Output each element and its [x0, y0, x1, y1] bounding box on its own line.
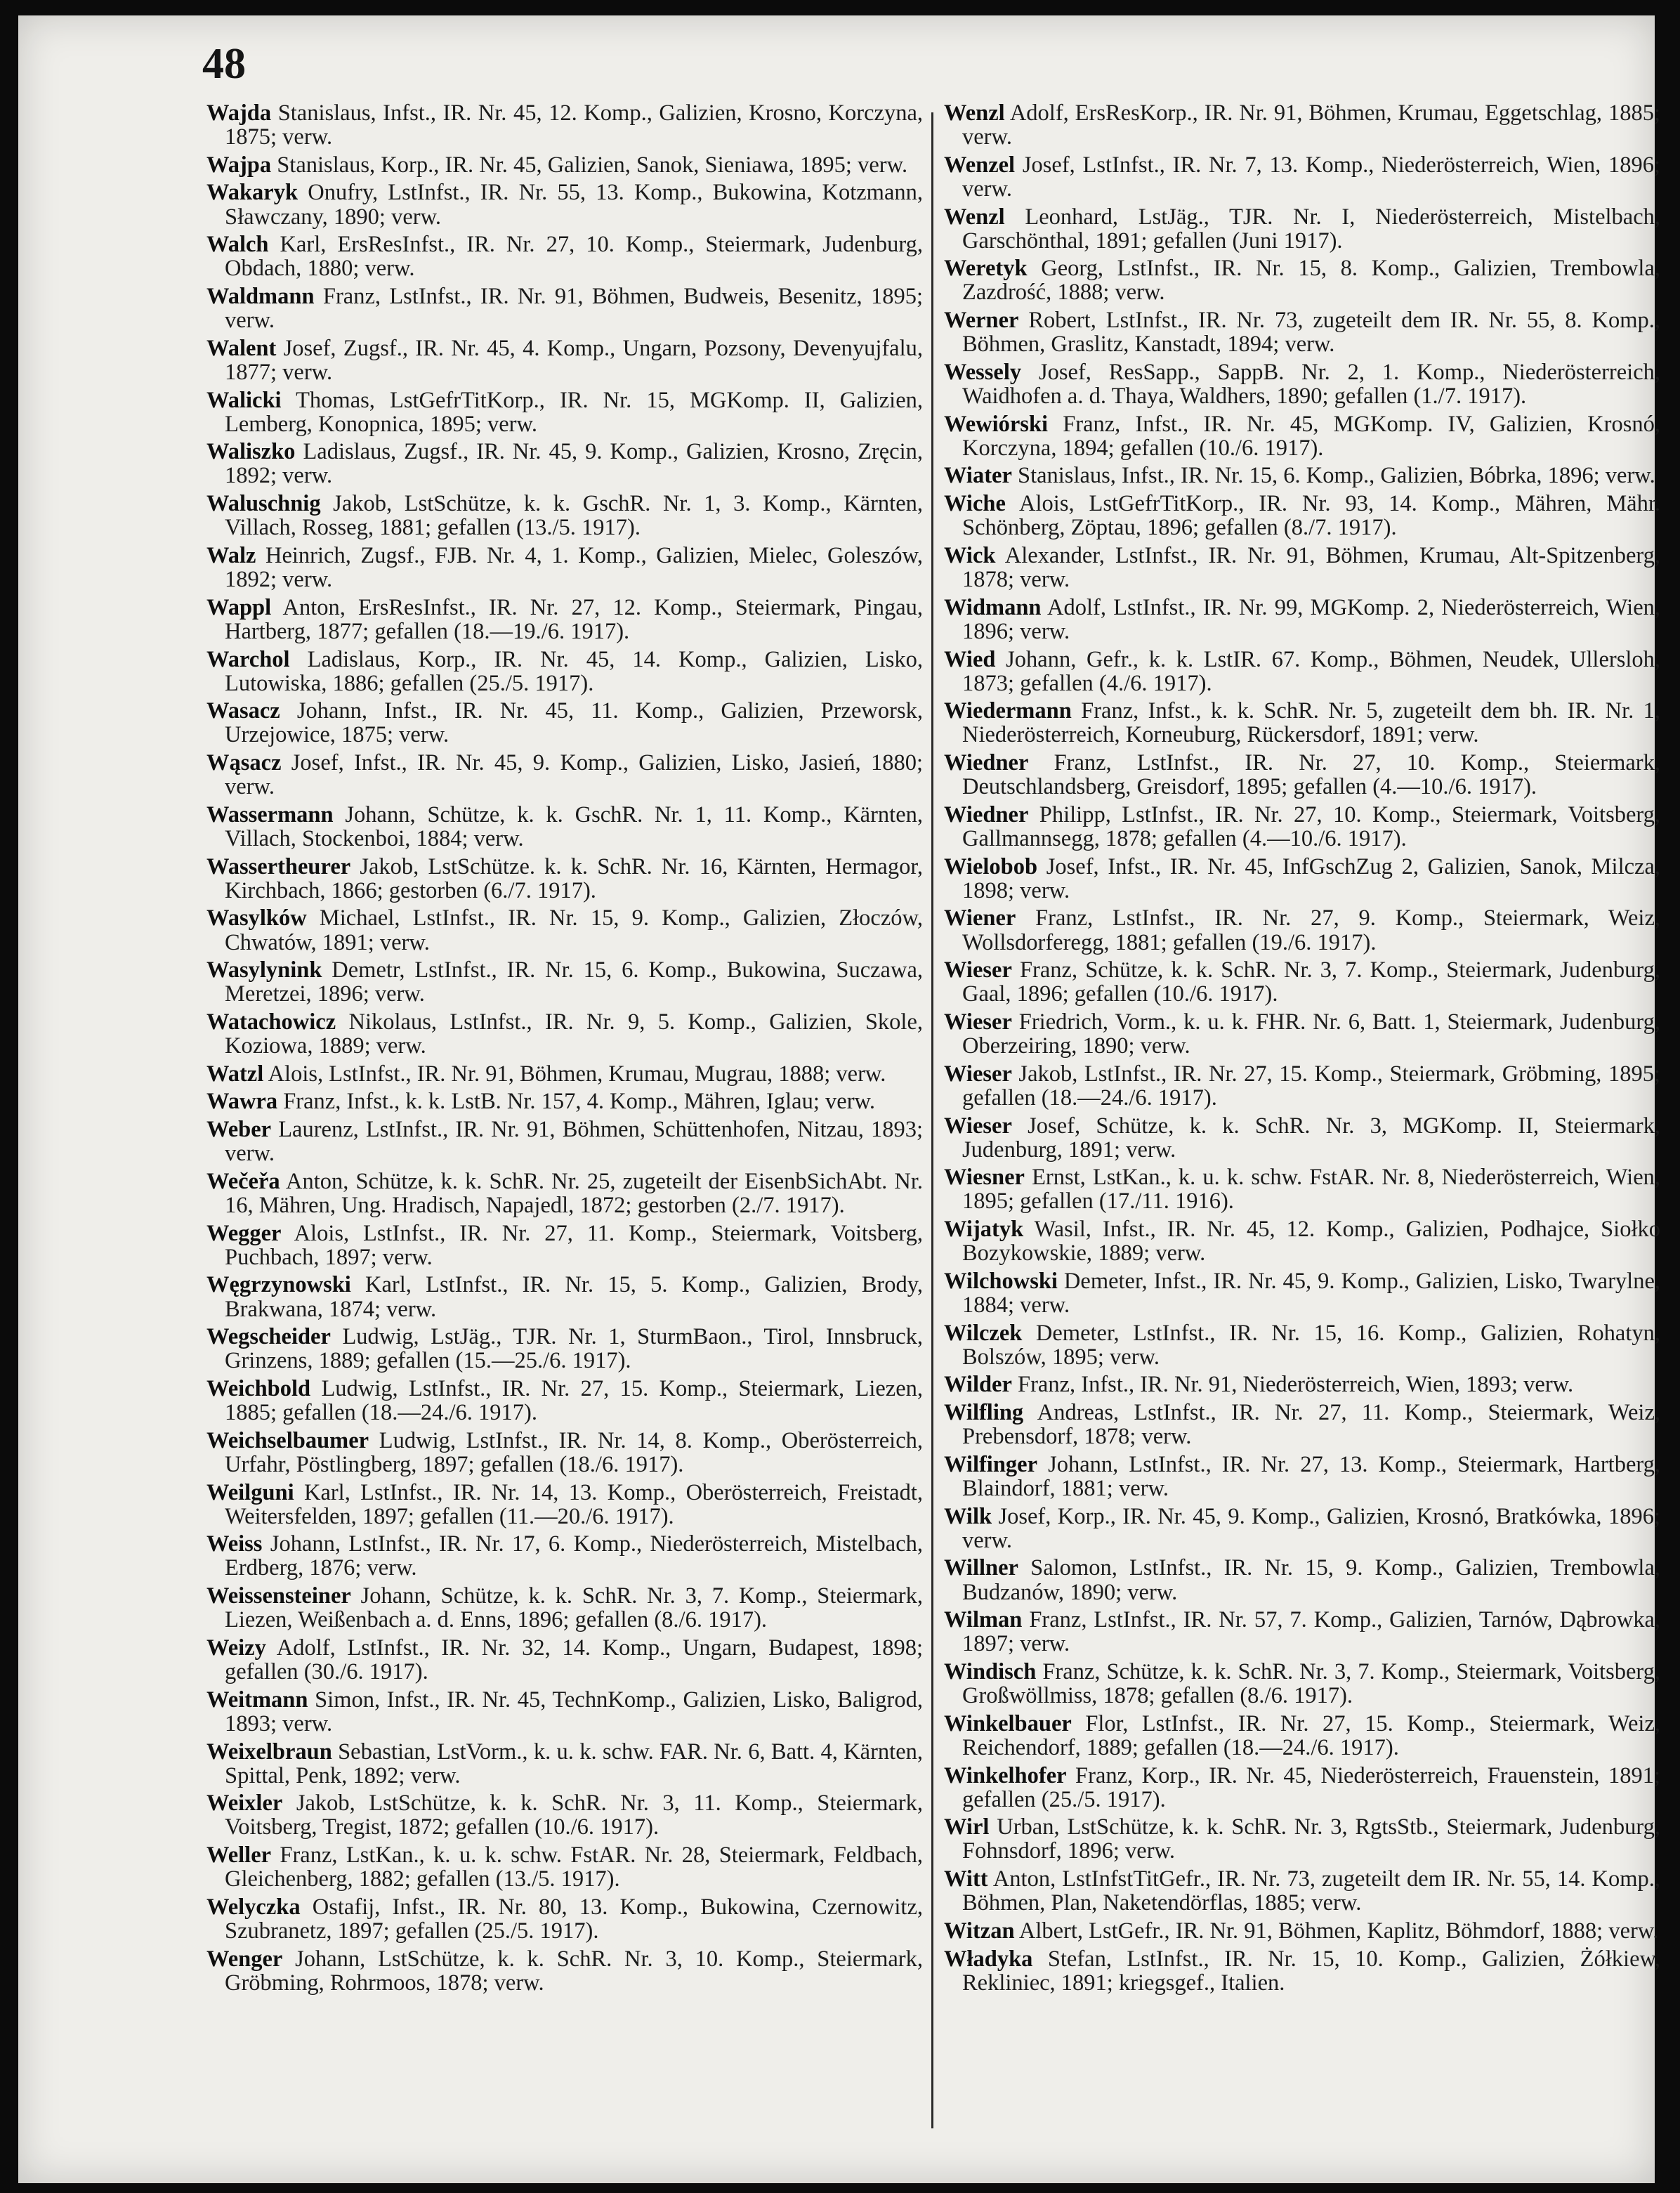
entry-surname: Waldmann	[206, 284, 315, 310]
entry-details: Franz, Schütze, k. k. SchR. Nr. 3, 7. Komp., Steiermark, Judenburg, Gaal, 1896; gefallen (10./6. 1917).	[962, 957, 1660, 1007]
entry-details: Johann, LstSchütze, k. k. SchR. Nr. 3, 10. Komp., Steiermark, Gröbming, Rohrmoos, 1878; verw.	[225, 1946, 923, 1996]
casualty-entry	[944, 958, 1660, 1006]
entry-details: Ladislaus, Korp., IR. Nr. 45, 14. Komp., Galizien, Lisko, Lutowiska, 1886; gefallen (25./5. 1917).	[225, 646, 924, 696]
casualty-entry	[206, 544, 923, 591]
casualty-entry	[944, 1165, 1660, 1213]
entry-details: Franz, Infst., k. k. SchR. Nr. 5, zugeteilt dem bh. IR. Nr. 1, Niederösterreich, Korneuburg, Rückersdorf, 1891; verw.	[962, 698, 1660, 748]
entry-surname: Wečeřa	[206, 1168, 280, 1194]
entry-surname: Welyczka	[206, 1894, 301, 1920]
entry-details: Ludwig, LstInfst., IR. Nr. 14, 8. Komp., Oberösterreich, Urfahr, Pöstlingberg, 1897; gefallen (18./6. 1917).	[225, 1427, 923, 1477]
entry-surname: Wasylynink	[206, 957, 322, 983]
casualty-entry	[206, 1062, 923, 1086]
casualty-entry	[944, 596, 1660, 643]
entry-surname: Wasacz	[206, 698, 280, 724]
entry-details: Demeter, Infst., IR. Nr. 45, 9. Komp., Galizien, Lisko, Twarylne, 1884; verw.	[962, 1268, 1661, 1318]
entry-surname: Wilczek	[944, 1320, 1023, 1346]
casualty-entry	[206, 153, 923, 177]
entry-details: Franz, Schütze, k. k. SchR. Nr. 3, 7. Komp., Steiermark, Voitsberg, Großwöllmiss, 1878; gefallen (8./6. 1917).	[962, 1659, 1661, 1709]
entry-details: Franz, Infst., IR. Nr. 45, MGKomp. IV, Galizien, Krosnó, Korczyna, 1894; gefallen (10./6. 1917).	[962, 411, 1660, 461]
entry-details: Franz, LstInfst., IR. Nr. 91, Böhmen, Budweis, Besenitz, 1895; verw.	[225, 284, 924, 334]
casualty-entry	[206, 1688, 923, 1736]
entry-surname: Weitmann	[206, 1687, 308, 1713]
casualty-entry	[944, 101, 1660, 149]
entry-details: Sebastian, LstVorm., k. u. k. schw. FAR. Nr. 6, Batt. 4, Kärnten, Spittal, Penk, 1892; verw.	[225, 1739, 923, 1788]
entry-details: Josef, LstInfst., IR. Nr. 7, 13. Komp., Niederösterreich, Wien, 1896; verw.	[962, 152, 1661, 202]
entry-details: Johann, Gefr., k. k. LstIR. 67. Komp., Böhmen, Neudek, Ullersloh, 1873; gefallen (4./6. 1917).	[962, 646, 1661, 696]
casualty-entry	[944, 1947, 1660, 1995]
entry-surname: Wijatyk	[944, 1217, 1024, 1243]
entry-surname: Władyka	[944, 1946, 1033, 1972]
casualty-entry	[944, 803, 1660, 851]
casualty-entry	[944, 1373, 1660, 1396]
casualty-entry	[206, 492, 923, 539]
entry-details: Johann, Schütze, k. k. SchR. Nr. 3, 7. Komp., Steiermark, Liezen, Weißenbach a. d. Enns, 1896; gefallen (8./6. 1917).	[225, 1583, 923, 1633]
casualty-entry	[944, 1217, 1660, 1265]
entry-surname: Wieser	[944, 1009, 1012, 1035]
casualty-entry	[944, 153, 1660, 201]
entry-surname: Winkelbauer	[944, 1710, 1072, 1736]
entry-surname: Weber	[206, 1117, 272, 1143]
casualty-entry	[206, 440, 923, 487]
casualty-entry	[206, 1532, 923, 1580]
casualty-entry	[944, 544, 1660, 591]
entry-surname: Witt	[944, 1866, 988, 1892]
entry-details: Jakob, LstInfst., IR. Nr. 27, 15. Komp., Steiermark, Gröbming, 1895; gefallen (18.—24./6. 1917).	[962, 1061, 1660, 1111]
entry-surname: Waluschnig	[206, 491, 321, 517]
entry-details: Johann, Infst., IR. Nr. 45, 11. Komp., Galizien, Przeworsk, Urzejowice, 1875; verw.	[225, 698, 923, 748]
casualty-entry	[944, 1712, 1660, 1760]
casualty-entry	[944, 1919, 1660, 1943]
casualty-entry	[944, 256, 1660, 304]
entry-details: Josef, Infst., IR. Nr. 45, InfGschZug 2, Galizien, Sanok, Milcza, 1898; verw.	[962, 853, 1660, 903]
entry-surname: Weixler	[206, 1791, 283, 1816]
entry-details: Jakob, LstSchütze, k. k. GschR. Nr. 1, 3. Komp., Kärnten, Villach, Rosseg, 1881; gefallen (13./5. 1917).	[225, 491, 923, 541]
casualty-entry	[206, 906, 923, 954]
entry-surname: Wiesner	[944, 1165, 1025, 1191]
entry-details: Franz, LstInfst., IR. Nr. 27, 9. Komp., Steiermark, Weiz, Wollsdorferegg, 1881; gefallen (19./6. 1917).	[962, 905, 1660, 955]
entry-surname: Watzl	[206, 1061, 264, 1087]
entry-surname: Wawra	[206, 1089, 278, 1115]
entry-details: Franz, LstInfst., IR. Nr. 57, 7. Komp., Galizien, Tarnów, Dąbrowka, 1897; verw.	[962, 1607, 1661, 1657]
casualty-entry	[944, 1269, 1660, 1317]
casualty-entry	[206, 1010, 923, 1058]
entry-details: Georg, LstInfst., IR. Nr. 15, 8. Komp., Galizien, Trembowla, Zazdrość, 1888; verw.	[962, 256, 1660, 306]
entry-details: Adolf, LstInfst., IR. Nr. 99, MGKomp. 2, Niederösterreich, Wien, 1896; verw.	[962, 594, 1660, 644]
entry-surname: Wieser	[944, 957, 1012, 983]
entry-surname: Wakaryk	[206, 180, 298, 206]
entry-surname: Wieser	[944, 1113, 1012, 1139]
entry-surname: Waliszko	[206, 439, 296, 465]
casualty-entry	[944, 699, 1660, 747]
casualty-entry	[944, 464, 1660, 487]
entry-surname: Wilfling	[944, 1400, 1024, 1426]
entry-surname: Weichbold	[206, 1376, 311, 1402]
entry-details: Jakob, LstSchütze, k. k. SchR. Nr. 3, 11. Komp., Steiermark, Voitsberg, Tregist, 1872; gefallen (10./6. 1917).	[225, 1791, 923, 1840]
casualty-entry	[206, 233, 923, 280]
entry-details: Flor, LstInfst., IR. Nr. 27, 15. Komp., Steiermark, Weiz, Reichendorf, 1889; gefallen (18.—24./6. 1917).	[962, 1710, 1660, 1760]
entry-details: Laurenz, LstInfst., IR. Nr. 91, Böhmen, Schüttenhofen, Nitzau, 1893; verw.	[225, 1117, 924, 1167]
entry-details: Thomas, LstGefrTitKorp., IR. Nr. 15, MGKomp. II, Galizien, Lemberg, Konopnica, 1895; verw.	[225, 387, 924, 437]
entry-surname: Wappl	[206, 594, 272, 620]
entry-details: Alois, LstInfst., IR. Nr. 91, Böhmen, Krumau, Mugrau, 1888; verw.	[268, 1061, 886, 1087]
casualty-entry	[206, 1377, 923, 1425]
entry-details: Karl, ErsResInfst., IR. Nr. 27, 10. Komp., Steiermark, Judenburg, Obdach, 1880; verw.	[225, 232, 923, 282]
casualty-entry	[944, 1010, 1660, 1058]
casualty-entry	[944, 1505, 1660, 1552]
entry-details: Johann, LstInfst., IR. Nr. 27, 13. Komp., Steiermark, Hartberg, Blaindorf, 1881; verw.	[962, 1451, 1660, 1501]
entry-surname: Wasylków	[206, 905, 307, 931]
entry-details: Ernst, LstKan., k. u. k. schw. FstAR. Nr. 8, Niederösterreich, Wien, 1895; gefallen (17./11. 1916).	[962, 1165, 1661, 1215]
entry-details: Franz, LstKan., k. u. k. schw. FstAR. Nr. 28, Steiermark, Feldbach, Gleichenberg, 1882; gefallen (13./5. 1917).	[225, 1842, 923, 1892]
entry-details: Leonhard, LstJäg., TJR. Nr. I, Niederösterreich, Mistelbach, Garschönthal, 1891; gefallen (Juni 1917).	[962, 204, 1661, 254]
casualty-entry	[944, 205, 1660, 253]
entry-details: Salomon, LstInfst., IR. Nr. 15, 9. Komp., Galizien, Trembowla, Budzanów, 1890; verw.	[962, 1555, 1661, 1605]
entry-surname: Wessely	[944, 359, 1022, 385]
casualty-entry	[206, 958, 923, 1006]
entry-surname: Wilman	[944, 1607, 1023, 1633]
entry-details: Jakob, LstSchütze. k. k. SchR. Nr. 16, Kärnten, Hermagor, Kirchbach, 1866; gestorben (6./7. 1917).	[225, 853, 923, 903]
casualty-entry	[944, 1867, 1660, 1915]
casualty-entry	[944, 1764, 1660, 1812]
entry-surname: Wegscheider	[206, 1324, 331, 1350]
entry-details: Demeter, LstInfst., IR. Nr. 15, 16. Komp., Galizien, Rohatyn, Bolszów, 1895; verw.	[962, 1320, 1660, 1370]
entry-surname: Wiedner	[944, 801, 1029, 827]
casualty-entry	[206, 648, 923, 695]
entry-surname: Walch	[206, 232, 269, 258]
entry-details: Josef, Korp., IR. Nr. 45, 9. Komp., Galizien, Krosnó, Bratkówka, 1896; verw.	[962, 1503, 1660, 1553]
entry-surname: Weilguni	[206, 1479, 294, 1505]
casualty-entry	[944, 1815, 1660, 1863]
column-divider	[931, 112, 933, 2128]
casualty-entry	[944, 1062, 1660, 1110]
casualty-entry	[944, 1608, 1660, 1656]
casualty-entry	[944, 1556, 1660, 1604]
entry-surname: Widmann	[944, 594, 1042, 620]
casualty-entry	[944, 855, 1660, 903]
entry-details: Ladislaus, Zugsf., IR. Nr. 45, 9. Komp., Galizien, Krosno, Zręcin, 1892; verw.	[225, 439, 923, 489]
entry-surname: Wilk	[944, 1503, 992, 1529]
entry-surname: Weizy	[206, 1635, 266, 1661]
casualty-entry	[206, 388, 923, 436]
entry-details: Michael, LstInfst., IR. Nr. 15, 9. Komp., Galizien, Złoczów, Chwatów, 1891; verw.	[225, 905, 923, 955]
entry-details: Anton, ErsResInfst., IR. Nr. 27, 12. Komp., Steiermark, Pingau, Hartberg, 1877; gefallen (18.—19./6. 1917).	[225, 594, 923, 644]
entry-surname: Wiche	[944, 491, 1006, 517]
entry-surname: Weller	[206, 1842, 272, 1868]
entry-details: Stanislaus, Infst., IR. Nr. 15, 6. Komp., Galizien, Bóbrka, 1896; verw.	[1018, 463, 1655, 489]
entry-details: Franz, LstInfst., IR. Nr. 27, 10. Komp., Steiermark, Deutschlandsberg, Greisdorf, 1895; gefallen (4.—10./6. 1917).	[962, 750, 1661, 800]
entry-surname: Weissensteiner	[206, 1583, 351, 1609]
entry-surname: Wied	[944, 646, 996, 672]
entry-details: Franz, Korp., IR. Nr. 45, Niederösterreich, Frauenstein, 1891; gefallen (25./5. 1917).	[962, 1762, 1660, 1812]
entry-surname: Willner	[944, 1555, 1018, 1581]
entry-details: Albert, LstGefr., IR. Nr. 91, Böhmen, Kaplitz, Böhmdorf, 1888; verw.	[1018, 1918, 1659, 1944]
casualty-entry	[206, 1584, 923, 1632]
entry-surname: Wajpa	[206, 152, 272, 178]
entry-surname: Wenzl	[944, 100, 1005, 126]
entry-surname: Walicki	[206, 387, 282, 413]
entry-surname: Watachowicz	[206, 1009, 336, 1035]
entry-surname: Wilfinger	[944, 1451, 1037, 1477]
casualty-entry	[206, 1843, 923, 1891]
casualty-entry	[944, 492, 1660, 539]
casualty-entry	[944, 751, 1660, 799]
casualty-entry	[206, 1947, 923, 1995]
casualty-entry	[944, 906, 1660, 954]
right-column	[944, 101, 1660, 1998]
entry-surname: Wenzl	[944, 204, 1005, 230]
entry-surname: Weiss	[206, 1531, 263, 1557]
casualty-entry	[944, 360, 1660, 408]
entry-surname: Weixelbraun	[206, 1739, 332, 1765]
casualty-entry	[206, 1118, 923, 1165]
casualty-entry	[206, 803, 923, 851]
entry-surname: Węgrzynowski	[206, 1272, 351, 1298]
casualty-entry	[206, 1089, 923, 1113]
entry-details: Josef, Infst., IR. Nr. 45, 9. Komp., Galizien, Lisko, Jasień, 1880; verw.	[225, 750, 923, 800]
entry-surname: Wieser	[944, 1061, 1012, 1087]
casualty-entry	[944, 308, 1660, 356]
entry-details: Urban, LstSchütze, k. k. SchR. Nr. 3, RgtsStb., Steiermark, Judenburg, Fohnsdorf, 1896; verw.	[962, 1814, 1661, 1864]
casualty-entry	[206, 284, 923, 332]
entry-details: Robert, LstInfst., IR. Nr. 73, zugeteilt dem IR. Nr. 55, 8. Komp., Böhmen, Graslitz, Kanstadt, 1894; verw.	[962, 308, 1660, 358]
casualty-entry	[206, 101, 923, 149]
casualty-entry	[944, 1401, 1660, 1448]
entry-details: Demetr, LstInfst., IR. Nr. 15, 6. Komp., Bukowina, Suczawa, Meretzei, 1896; verw.	[225, 957, 923, 1007]
entry-surname: Wassermann	[206, 801, 334, 827]
entry-details: Stanislaus, Korp., IR. Nr. 45, Galizien, Sanok, Sieniawa, 1895; verw.	[277, 152, 908, 178]
casualty-entry	[206, 1273, 923, 1321]
entry-details: Heinrich, Zugsf., FJB. Nr. 4, 1. Komp., Galizien, Mielec, Goleszów, 1892; verw.	[225, 542, 923, 593]
entry-details: Anton, Schütze, k. k. SchR. Nr. 25, zugeteilt der EisenbSichAbt. Nr. 16, Mähren, Ung. Hradisch, Napajedl, 1872; gestorben (2./7. 1917).	[225, 1168, 923, 1218]
casualty-entry	[944, 1114, 1660, 1162]
casualty-entry	[206, 336, 923, 384]
casualty-entry	[206, 1325, 923, 1373]
casualty-entry	[206, 596, 923, 643]
entry-surname: Wewiórski	[944, 411, 1049, 437]
entry-details: Karl, LstInfst., IR. Nr. 14, 13. Komp., Oberösterreich, Freistadt, Weitersfelden, 1897; gefallen (11.—20./6. 1917).	[225, 1479, 923, 1529]
entry-surname: Werner	[944, 308, 1019, 334]
casualty-entry	[206, 181, 923, 228]
entry-surname: Wirl	[944, 1814, 990, 1840]
entry-details: Adolf, LstInfst., IR. Nr. 32, 14. Komp., Ungarn, Budapest, 1898; gefallen (30./6. 1917).	[225, 1635, 923, 1685]
entry-surname: Walent	[206, 335, 277, 361]
entry-surname: Wick	[944, 542, 996, 568]
entry-details: Ostafij, Infst., IR. Nr. 80, 13. Komp., Bukowina, Czernowitz, Szubranetz, 1897; gefallen (25./5. 1917).	[225, 1894, 924, 1944]
page-number: 48	[202, 40, 246, 88]
casualty-entry	[206, 751, 923, 799]
casualty-entry	[206, 1791, 923, 1839]
entry-surname: Wilchowski	[944, 1268, 1058, 1294]
entry-surname: Windisch	[944, 1659, 1037, 1685]
entry-details: Josef, Zugsf., IR. Nr. 45, 4. Komp., Ungarn, Pozsony, Devenyujfalu, 1877; verw.	[225, 335, 924, 385]
entry-details: Alois, LstInfst., IR. Nr. 27, 11. Komp., Steiermark, Voitsberg, Puchbach, 1897; verw.	[225, 1220, 923, 1270]
entry-surname: Walz	[206, 542, 256, 568]
entry-surname: Winkelhofer	[944, 1762, 1067, 1788]
entry-details: Onufry, LstInfst., IR. Nr. 55, 13. Komp., Bukowina, Kotzmann, Sławczany, 1890; verw.	[225, 180, 924, 230]
entry-details: Wasil, Infst., IR. Nr. 45, 12. Komp., Galizien, Podhajce, Siołko Bozykowskie, 1889; verw.	[962, 1217, 1660, 1266]
casualty-entry	[944, 412, 1660, 460]
casualty-entry	[206, 1481, 923, 1528]
entry-surname: Witzan	[944, 1918, 1015, 1944]
entry-details: Karl, LstInfst., IR. Nr. 15, 5. Komp., Galizien, Brody, Brakwana, 1874; verw.	[225, 1272, 924, 1322]
casualty-entry	[206, 1170, 923, 1217]
entry-details: Josef, Schütze, k. k. SchR. Nr. 3, MGKomp. II, Steiermark, Judenburg, 1891; verw.	[962, 1113, 1661, 1163]
entry-surname: Wąsacz	[206, 750, 282, 776]
casualty-entry	[206, 1895, 923, 1943]
entry-surname: Wajda	[206, 100, 272, 126]
casualty-entry	[944, 1321, 1660, 1369]
entry-surname: Wiater	[944, 463, 1012, 489]
entry-surname: Weichselbaumer	[206, 1427, 369, 1453]
entry-surname: Wiedner	[944, 750, 1029, 776]
entry-details: Johann, LstInfst., IR. Nr. 17, 6. Komp., Niederösterreich, Mistelbach, Erdberg, 1876; verw.	[225, 1531, 924, 1581]
entry-surname: Wenger	[206, 1946, 283, 1972]
entry-surname: Wiener	[944, 905, 1016, 931]
entry-details: Franz, Infst., IR. Nr. 91, Niederösterreich, Wien, 1893; verw.	[1018, 1372, 1574, 1398]
casualty-entry	[944, 648, 1660, 695]
entry-details: Alois, LstGefrTitKorp., IR. Nr. 93, 14. Komp., Mähren, Mähr. Schönberg, Zöptau, 1896; gefallen (8./7. 1917).	[962, 491, 1661, 541]
left-column	[206, 101, 923, 1998]
casualty-entry	[944, 1660, 1660, 1708]
entry-details: Andreas, LstInfst., IR. Nr. 27, 11. Komp., Steiermark, Weiz, Prebensdorf, 1878; verw.	[962, 1400, 1660, 1450]
casualty-entry	[206, 699, 923, 747]
entry-details: Nikolaus, LstInfst., IR. Nr. 9, 5. Komp., Galizien, Skole, Koziowa, 1889; verw.	[225, 1009, 923, 1059]
casualty-entry	[206, 1429, 923, 1477]
entry-details: Johann, Schütze, k. k. GschR. Nr. 1, 11. Komp., Kärnten, Villach, Stockenboi, 1884; verw.	[225, 801, 924, 851]
entry-surname: Wassertheurer	[206, 853, 351, 879]
entry-details: Adolf, ErsResKorp., IR. Nr. 91, Böhmen, Krumau, Eggetschlag, 1885; verw.	[962, 100, 1660, 150]
entry-details: Stanislaus, Infst., IR. Nr. 45, 12. Komp., Galizien, Krosno, Korczyna, 1875; verw.	[225, 100, 924, 150]
entry-surname: Warchol	[206, 646, 290, 672]
entry-details: Ludwig, LstJäg., TJR. Nr. 1, SturmBaon., Tirol, Innsbruck, Grinzens, 1889; gefallen (15.—25./6. 1917).	[225, 1324, 923, 1374]
entry-details: Philipp, LstInfst., IR. Nr. 27, 10. Komp., Steiermark, Voitsberg, Gallmannsegg, 1878; gefallen (4.—10./6. 1917).	[962, 801, 1660, 851]
document-page	[18, 15, 1661, 2183]
entry-details: Franz, Infst., k. k. LstB. Nr. 157, 4. Komp., Mähren, Iglau; verw.	[283, 1089, 875, 1115]
entry-surname: Weretyk	[944, 256, 1028, 282]
entry-details: Simon, Infst., IR. Nr. 45, TechnKomp., Galizien, Lisko, Baligrod, 1893; verw.	[225, 1687, 923, 1736]
casualty-entry	[206, 1222, 923, 1269]
entry-details: Josef, ResSapp., SappB. Nr. 2, 1. Komp., Niederösterreich, Waidhofen a. d. Thaya, Waldhers, 1890; gefallen (1./7. 1917).	[962, 359, 1660, 409]
entry-surname: Wiedermann	[944, 698, 1072, 724]
casualty-entry	[944, 1453, 1660, 1500]
entry-surname: Wielobob	[944, 853, 1038, 879]
entry-details: Ludwig, LstInfst., IR. Nr. 27, 15. Komp., Steiermark, Liezen, 1885; gefallen (18.—24./6. 1917).	[225, 1376, 923, 1426]
entry-details: Stefan, LstInfst., IR. Nr. 15, 10. Komp., Galizien, Żółkiew, Rekliniec, 1891; kriegsgef., Italien.	[962, 1946, 1660, 1996]
casualty-entry	[206, 1636, 923, 1684]
entry-surname: Wilder	[944, 1372, 1012, 1398]
entry-surname: Wenzel	[944, 152, 1016, 178]
entry-details: Anton, LstInfstTitGefr., IR. Nr. 73, zugeteilt dem IR. Nr. 55, 14. Komp., Böhmen, Plan, Naketendörflas, 1885; verw.	[962, 1866, 1660, 1916]
casualty-entry	[206, 855, 923, 903]
entry-surname: Wegger	[206, 1220, 282, 1246]
casualty-entry	[206, 1740, 923, 1788]
entry-details: Friedrich, Vorm., k. u. k. FHR. Nr. 6, Batt. 1, Steiermark, Judenburg, Oberzeiring, 1890; verw.	[962, 1009, 1661, 1059]
entry-details: Alexander, LstInfst., IR. Nr. 91, Böhmen, Krumau, Alt-Spitzenberg, 1878; verw.	[962, 542, 1660, 593]
